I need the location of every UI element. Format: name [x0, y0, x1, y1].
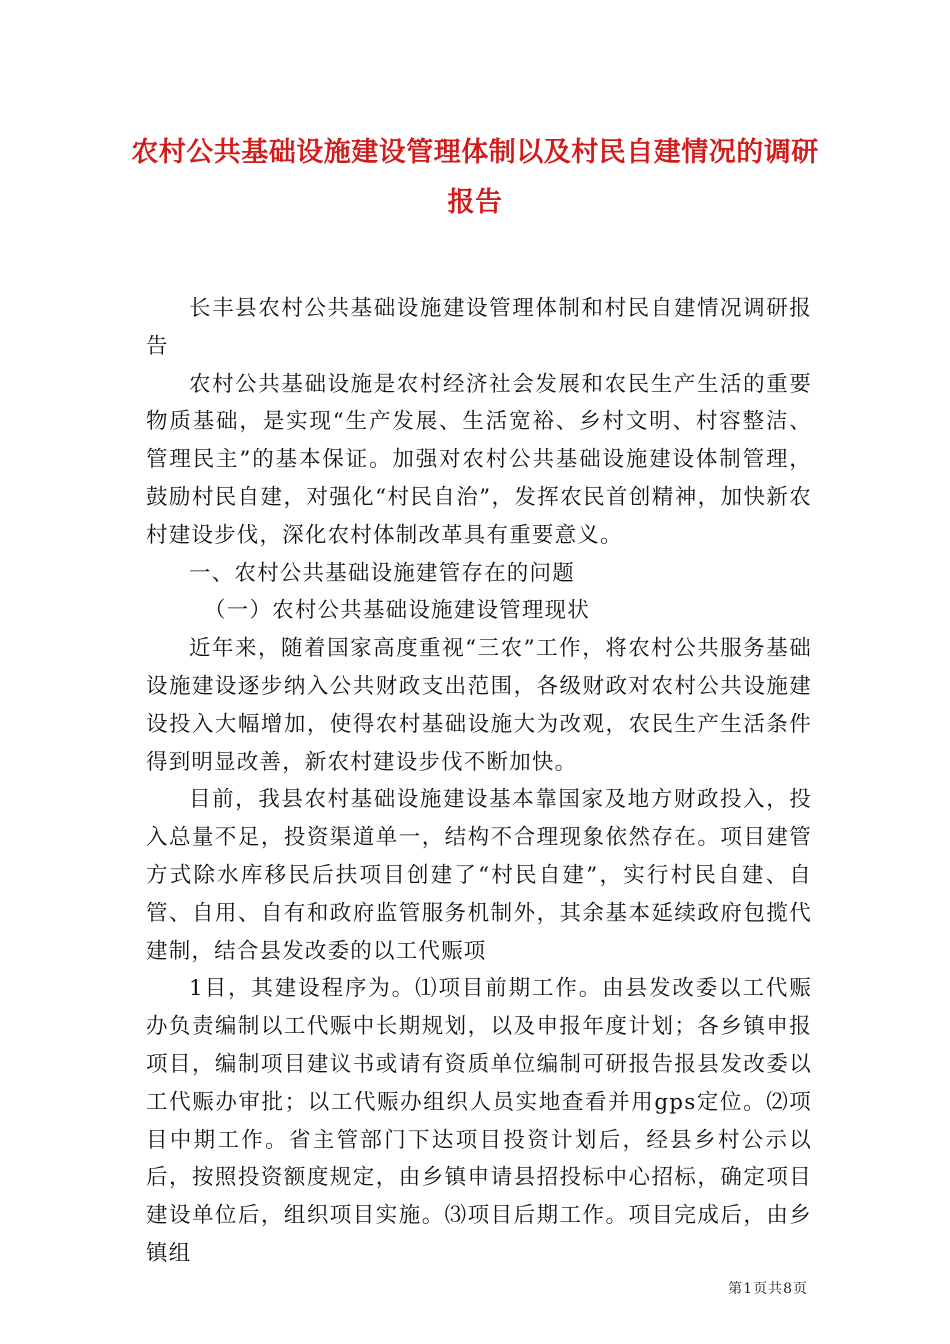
- page-number-footer: 第1页共8页: [728, 1281, 808, 1297]
- body-paragraph: 目前，我县农村基础设施建设基本靠国家及地方财政投入，投入总量不足，投资渠道单一，结构不合理现象依然存在。项目建管方式除水库移民后扶项目创建了“村民自建”，实行村民自建、自管、自用、自有和政府监管服务机制外，其余基本延续政府包揽代建制，结合县发改委的以工代赈项: [146, 787, 812, 964]
- subtitle-paragraph: 长丰县农村公共基础设施建设管理体制和村民自建情况调研报告: [146, 296, 812, 359]
- body-paragraph: 近年来，随着国家高度重视“三农”工作，将农村公共服务基础设施建设逐步纳入公共财政支出范围，各级财政对农村公共设施建设投入大幅增加，使得农村基础设施大为改观，农民生产生活条件得到明显改善，新农村建设步伐不断加快。: [146, 636, 812, 775]
- document-body: [146, 290, 812, 1273]
- subsection-heading: （一）农村公共基础设施建设管理现状: [204, 598, 590, 624]
- document-title: 农村公共基础设施建设管理体制以及村民自建情况的调研报告: [131, 137, 819, 218]
- body-paragraph: 农村公共基础设施是农村经济社会发展和农民生产生活的重要物质基础，是实现“生产发展、生活宽裕、乡村文明、村容整洁、管理民主”的基本保证。加强对农村公共基础设施建设体制管理，鼓励村民自建，对强化“村民自治”，发挥农民首创精神，加快新农村建设步伐，深化农村体制改革具有重要意义。: [146, 371, 812, 548]
- body-paragraph: 1目，其建设程序为。⑴项目前期工作。由县发改委以工代赈办负责编制以工代赈中长期规划，以及申报年度计划；各乡镇申报项目，编制项目建议书或请有资质单位编制可研报告报县发改委以工代赈办审批；以工代赈办组织人员实地查看并用gps定位。⑵项目中期工作。省主管部门下达项目投资计划后，经县乡村公示以后，按照投资额度规定，由乡镇申请县招投标中心招标，确定项目建设单位后，组织项目实施。⑶项目后期工作。项目完成后，由乡镇组: [146, 976, 812, 1266]
- section-heading: 一、农村公共基础设施建管存在的问题: [189, 560, 575, 586]
